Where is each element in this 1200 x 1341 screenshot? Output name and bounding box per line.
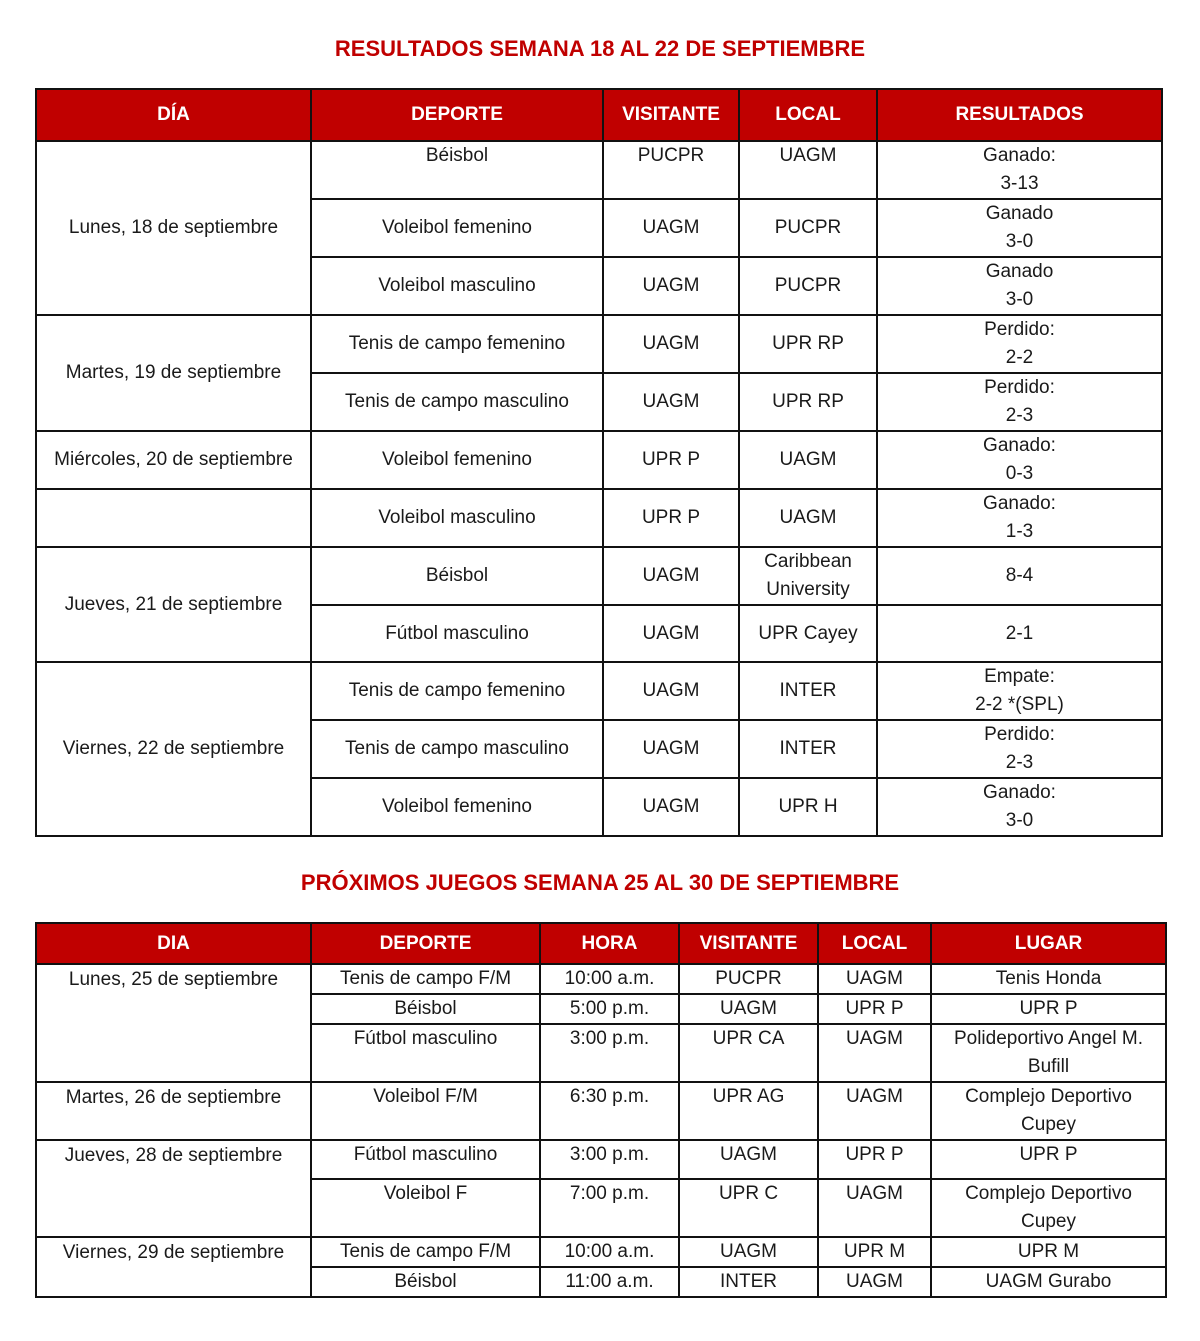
sport-cell: Voleibol masculino	[311, 489, 603, 547]
sport-cell: Béisbol	[311, 547, 603, 605]
local-cell: PUCPR	[739, 257, 877, 315]
table-row	[36, 1082, 1166, 1140]
visitor-cell: PUCPR	[679, 964, 818, 994]
time-cell: 6:30 p.m.	[540, 1082, 679, 1140]
day-cell: Martes, 19 de septiembre	[36, 315, 311, 431]
time-cell: 3:00 p.m.	[540, 1024, 679, 1082]
upcoming-header-row	[36, 923, 1166, 964]
local-cell: PUCPR	[739, 199, 877, 257]
local-cell: UPR H	[739, 778, 877, 836]
result-cell: Ganado: 1-3	[877, 489, 1162, 547]
sport-cell: Fútbol masculino	[311, 1024, 540, 1082]
time-cell: 10:00 a.m.	[540, 1237, 679, 1267]
time-cell: 10:00 a.m.	[540, 964, 679, 994]
local-cell: UPR Cayey	[739, 605, 877, 662]
header-dia: DÍA	[36, 89, 311, 141]
header-visitante: VISITANTE	[603, 89, 739, 141]
time-cell: 5:00 p.m.	[540, 994, 679, 1024]
table-row	[36, 315, 1162, 373]
result-cell: 8-4	[877, 547, 1162, 605]
local-cell: Caribbean University	[739, 547, 877, 605]
sport-cell: Voleibol femenino	[311, 778, 603, 836]
day-cell: Jueves, 28 de septiembre	[36, 1140, 311, 1237]
visitor-cell: UPR CA	[679, 1024, 818, 1082]
place-cell: UPR P	[931, 994, 1166, 1024]
local-cell: UAGM	[818, 964, 931, 994]
day-cell: Lunes, 18 de septiembre	[36, 141, 311, 315]
local-cell: UPR P	[818, 994, 931, 1024]
table-row	[36, 141, 1162, 199]
sport-cell: Tenis de campo F/M	[311, 1237, 540, 1267]
sport-cell: Voleibol masculino	[311, 257, 603, 315]
local-cell: UPR M	[818, 1237, 931, 1267]
visitor-cell: UAGM	[603, 547, 739, 605]
day-cell: Miércoles, 20 de septiembre	[36, 431, 311, 489]
result-cell: Ganado: 3-0	[877, 778, 1162, 836]
day-cell: Viernes, 22 de septiembre	[36, 662, 311, 836]
sport-cell: Tenis de campo femenino	[311, 662, 603, 720]
sport-cell: Fútbol masculino	[311, 1140, 540, 1179]
sport-cell: Tenis de campo F/M	[311, 964, 540, 994]
visitor-cell: UPR AG	[679, 1082, 818, 1140]
local-cell: INTER	[739, 720, 877, 778]
place-cell: Polideportivo Angel M. Bufill	[931, 1024, 1166, 1082]
sport-cell: Voleibol femenino	[311, 431, 603, 489]
visitor-cell: PUCPR	[603, 141, 739, 199]
time-cell: 3:00 p.m.	[540, 1140, 679, 1179]
sport-cell: Tenis de campo masculino	[311, 720, 603, 778]
visitor-cell: UAGM	[603, 373, 739, 431]
sport-cell: Voleibol F	[311, 1179, 540, 1237]
table-row	[36, 1140, 1166, 1179]
sport-cell: Tenis de campo masculino	[311, 373, 603, 431]
sport-cell: Tenis de campo femenino	[311, 315, 603, 373]
place-cell: UPR M	[931, 1237, 1166, 1267]
sport-cell: Béisbol	[311, 994, 540, 1024]
local-cell: UAGM	[739, 489, 877, 547]
results-table	[35, 88, 1163, 837]
day-cell-empty	[36, 489, 311, 547]
day-cell: Viernes, 29 de septiembre	[36, 1237, 311, 1297]
table-row	[36, 1237, 1166, 1267]
day-cell: Lunes, 25 de septiembre	[36, 964, 311, 1082]
result-cell: Perdido: 2-3	[877, 720, 1162, 778]
sport-cell: Béisbol	[311, 141, 603, 199]
upcoming-title: PRÓXIMOS JUEGOS SEMANA 25 AL 30 DE SEPTIEMBRE	[300, 870, 900, 895]
result-cell: Ganado: 0-3	[877, 431, 1162, 489]
visitor-cell: UPR P	[603, 489, 739, 547]
local-cell: UPR RP	[739, 373, 877, 431]
result-cell: Perdido: 2-2	[877, 315, 1162, 373]
header-lugar: LUGAR	[931, 923, 1166, 964]
local-cell: UAGM	[818, 1179, 931, 1237]
local-cell: INTER	[739, 662, 877, 720]
results-title: RESULTADOS SEMANA 18 AL 22 DE SEPTIEMBRE	[334, 36, 866, 61]
place-cell: UAGM Gurabo	[931, 1267, 1166, 1297]
sport-cell: Fútbol masculino	[311, 605, 603, 662]
visitor-cell: UAGM	[603, 315, 739, 373]
local-cell: UPR RP	[739, 315, 877, 373]
local-cell: UAGM	[818, 1267, 931, 1297]
header-dia: DIA	[36, 923, 311, 964]
result-cell: Ganado 3-0	[877, 199, 1162, 257]
header-hora: HORA	[540, 923, 679, 964]
visitor-cell: UAGM	[603, 778, 739, 836]
place-cell: UPR P	[931, 1140, 1166, 1179]
result-cell: Empate: 2-2 *(SPL)	[877, 662, 1162, 720]
upcoming-table	[35, 922, 1167, 1298]
visitor-cell: UAGM	[603, 199, 739, 257]
place-cell: Tenis Honda	[931, 964, 1166, 994]
visitor-cell: UAGM	[603, 720, 739, 778]
visitor-cell: INTER	[679, 1267, 818, 1297]
time-cell: 7:00 p.m.	[540, 1179, 679, 1237]
result-cell: Ganado 3-0	[877, 257, 1162, 315]
header-resultados: RESULTADOS	[877, 89, 1162, 141]
table-row	[36, 662, 1162, 720]
local-cell: UAGM	[818, 1082, 931, 1140]
sport-cell: Voleibol F/M	[311, 1082, 540, 1140]
local-cell: UAGM	[818, 1024, 931, 1082]
header-deporte: DEPORTE	[311, 923, 540, 964]
place-cell: Complejo Deportivo Cupey	[931, 1179, 1166, 1237]
results-header-row	[36, 89, 1162, 141]
place-cell: Complejo Deportivo Cupey	[931, 1082, 1166, 1140]
visitor-cell: UAGM	[603, 605, 739, 662]
local-cell: UPR P	[818, 1140, 931, 1179]
result-cell: Perdido: 2-3	[877, 373, 1162, 431]
result-cell: 2-1	[877, 605, 1162, 662]
visitor-cell: UPR P	[603, 431, 739, 489]
time-cell: 11:00 a.m.	[540, 1267, 679, 1297]
sport-cell: Béisbol	[311, 1267, 540, 1297]
day-cell: Jueves, 21 de septiembre	[36, 547, 311, 662]
table-row	[36, 964, 1166, 994]
visitor-cell: UAGM	[679, 1140, 818, 1179]
visitor-cell: UAGM	[603, 662, 739, 720]
local-cell: UAGM	[739, 141, 877, 199]
local-cell: UAGM	[739, 431, 877, 489]
visitor-cell: UAGM	[603, 257, 739, 315]
visitor-cell: UAGM	[679, 1237, 818, 1267]
header-local: LOCAL	[739, 89, 877, 141]
header-visitante: VISITANTE	[679, 923, 818, 964]
header-local: LOCAL	[818, 923, 931, 964]
day-cell: Martes, 26 de septiembre	[36, 1082, 311, 1140]
table-row	[36, 547, 1162, 605]
table-row	[36, 431, 1162, 489]
result-cell: Ganado: 3-13	[877, 141, 1162, 199]
sport-cell: Voleibol femenino	[311, 199, 603, 257]
visitor-cell: UPR C	[679, 1179, 818, 1237]
visitor-cell: UAGM	[679, 994, 818, 1024]
table-row	[36, 489, 1162, 547]
header-deporte: DEPORTE	[311, 89, 603, 141]
